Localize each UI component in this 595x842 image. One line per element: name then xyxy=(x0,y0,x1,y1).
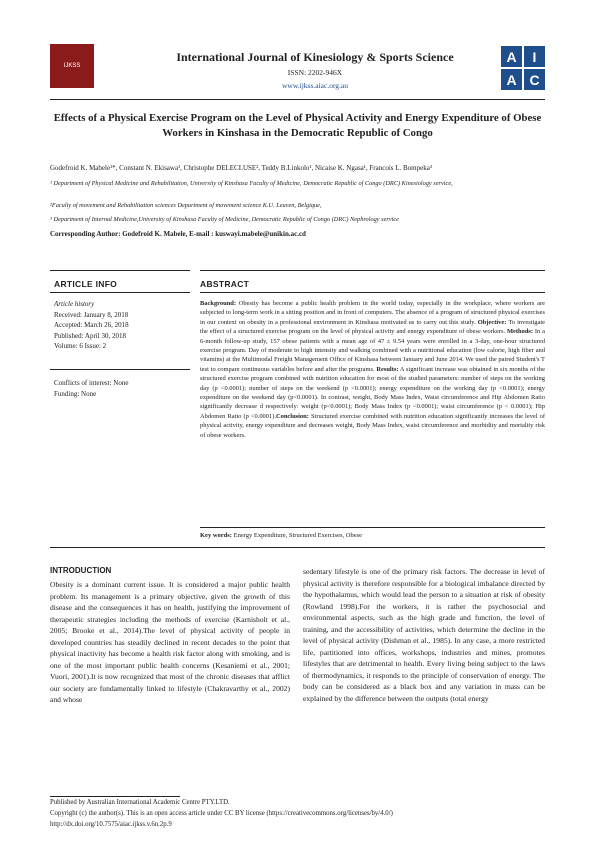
aiac-letter: A xyxy=(501,69,522,90)
footer-copyright: Copyright (c) the author(s). This is an open access article under CC BY license (https://creativecommons.org/licenses/by/4.0/) xyxy=(50,810,393,817)
abstract-heading-rule xyxy=(200,292,545,293)
article-info-heading: ARTICLE INFO xyxy=(54,279,118,289)
footer-publisher: Published by Australian International Academic Centre PTY.LTD. xyxy=(50,799,230,806)
aiac-logo xyxy=(501,46,545,90)
volume-issue: Volume: 6 Issue: 2 xyxy=(54,342,107,350)
corresponding-author xyxy=(50,230,545,238)
journal-issn: ISSN: 2202-946X xyxy=(287,68,343,77)
introduction-heading: INTRODUCTION xyxy=(50,566,112,575)
methods-label: Methods: xyxy=(506,328,534,336)
objective-text: To investigate the effect of a structured exercise program on the level of physical activity and energy expenditure of obese workers. xyxy=(200,318,545,336)
abstract-heading: ABSTRACT xyxy=(200,279,250,289)
journal-url[interactable]: www.ijkss.aiac.org.au xyxy=(281,81,349,90)
affiliation-2: ²Faculty of movement and Rehabilitation sciences Department of movement science K.U. Leuven, Belgique, xyxy=(50,202,322,209)
article-history xyxy=(54,299,194,352)
methods-text: In a 6-month follow-up study, 157 obese patients with a mean age of 47 ± 9.54 years were enrolled in a 3-day, one-hour structured exercise program. Day of moderate to high intensity and walking combined with a nutritional education (low calorie, high fiber and vitamins) at the Multimodal Freight Management Office of Kinshasa between January and June 2014. We used the paired Student's T test to compare continuous variables before and after the programs. xyxy=(200,328,545,373)
funding: Funding: None xyxy=(54,389,97,398)
accepted-date: Accepted: March 26, 2018 xyxy=(54,321,129,329)
journal-logo-left xyxy=(50,44,94,88)
published-date: Published: April 30, 2018 xyxy=(54,331,126,340)
results-text: A significant increase was obtained in six months of the structured exercise program combined with nutrition education for most of the studied parameters: number of steps on the working day (p <0.0001); number of steps on the weekend (p <0.0001); energy expenditure on the working day (p <0.0001); energy expenditure on the weekend day (p<0.0001). In contrast, weight, Body Mass Index, Waist circumference and Hip Abdomen Ratio significantly decrease d respectively: weight (p<0.0001); Body Mass Index (p <0.0001); waist circumference (p < 0.0001); Hip Abdomen Ratio (p <0.0001). xyxy=(200,365,545,420)
paper-title: Effects of a Physical Exercise Program on the Level of Physical Activity and Energy Expenditure of Obese Workers in Kinshasa in the Democratic Republic of Congo xyxy=(53,112,542,139)
history-label: Article history xyxy=(54,300,95,308)
objective-label: Objective: xyxy=(477,318,507,326)
aiac-letter: I xyxy=(524,46,545,67)
footer-doi[interactable]: http://dx.doi.org/10.7575/aiac.ijkss.v.6n.2p.9 xyxy=(50,821,172,828)
corresponding-author-text: Corresponding Author: Godefroid K. Mabele, E-mail : kuswayi.mabele@unikin.ac.cd xyxy=(50,230,306,238)
affiliation-1: ¹ Department of Physical Medicine and Rehabilitation, University of Kinshasa Faculty of Medicine, Democratic Republic of Congo (DRC) Kinesiology service, xyxy=(50,180,453,187)
intro-column-2: sedentary lifestyle is one of the primary risk factors. The decrease in level of physical activity is therefore responsible for a biological imbalance directed by the hypothalamus, which would lead the person to a situation at risk of obesity (Rowland 1998).For the workers, it is rather the psychosocial and environmental aspects, such as the high grade and function, the level of training, and the accessibility of activities, which determine the decline in the level of physical activity (Dishman et al., 1985). In any case, a more restricted life, partitioned into offices, workshops, industries and mines, promotes lifestyles that are detrimental to health. Every living being subject to the laws of thermodynamics, it responds to the principle of conservation of energy. The body can be considered as a black box and any variation in mass can be explained by the difference between the outputs (total energy xyxy=(303,567,545,703)
aiac-letter: A xyxy=(501,46,522,67)
received-date: Received: January 8, 2018 xyxy=(54,310,129,319)
keywords xyxy=(200,532,545,539)
info-mid-rule xyxy=(50,369,190,370)
background-text: Obesity has become a public health problem in the world today, especially in the workplace, where workers are subjected to long-term work in a sitting position and in front of computers. The absence of a program of structured physical exercises in our context on obesity in a professional environment in Kinshasa motivated us to carry out this study. xyxy=(200,300,545,326)
aiac-letter: C xyxy=(524,69,545,90)
keywords-text: Energy Expenditure, Structured Exercises, Obese xyxy=(231,532,362,539)
journal-name: International Journal of Kinesiology & Sports Science xyxy=(176,50,454,64)
results-label: Results: xyxy=(376,365,399,373)
header-divider xyxy=(50,99,545,100)
footer-rule xyxy=(50,796,180,797)
affiliation-3: ³ Department of Internal Medicine,University of Kinshasa Faculty of Medicine, Democratic Republic of Congo (DRC) Nephrology service xyxy=(50,216,399,223)
abstract-top-rule xyxy=(200,270,545,271)
journal-logo-text: IJKSS xyxy=(63,63,81,69)
info-heading-rule xyxy=(50,292,190,293)
keywords-top-rule xyxy=(200,527,545,528)
abstract-body xyxy=(200,299,545,440)
article-declarations xyxy=(54,378,194,399)
conflicts-of-interest: Conflicts of interest: None xyxy=(54,379,129,387)
keywords-label: Key words: xyxy=(200,532,232,539)
conclusion-label: Conclusion: xyxy=(275,412,309,420)
conclusion-text: Structured exercise combined with nutrition education significantly increases the level of physical activity, energy expenditure and decreases weight, Body Mass Index, waist circumference and morbidity and mortality risk of obese workers. xyxy=(200,412,545,439)
background-label: Background: xyxy=(200,300,237,307)
author-list: Godefroid K. Mabele¹*, Constant N. Ekisawa¹, Christophe DELECLUSE², Teddy B.Linkolo¹, Nicaise K. Ngasa¹, Francois L. Bompeka³ xyxy=(50,164,432,172)
info-top-rule xyxy=(50,270,190,271)
abstract-bottom-rule xyxy=(50,547,545,548)
intro-column-1: Obesity is a dominant current issue. It is considered a major public health problem. Its management is a primary objective, given the growth of this disease and the consequences it has on health, justifying the improvement of therapeutic strategies including the methods of exercise (Karnisholt et al., 2005; Brooke et al., 2014).The level of physical activity of people in developed countries has steadily declined in recent decades to the point that physical inactivity has become a health risk factor along with smoking, and is one of the most important public health concerns (Kesaniemi et al., 2001; Vuori, 2001).It is now recognized that most of the chronic diseases that afflict our society are fundamentally linked to lifestyle (Chakravarthy et al., 2002) and whose xyxy=(50,580,290,704)
